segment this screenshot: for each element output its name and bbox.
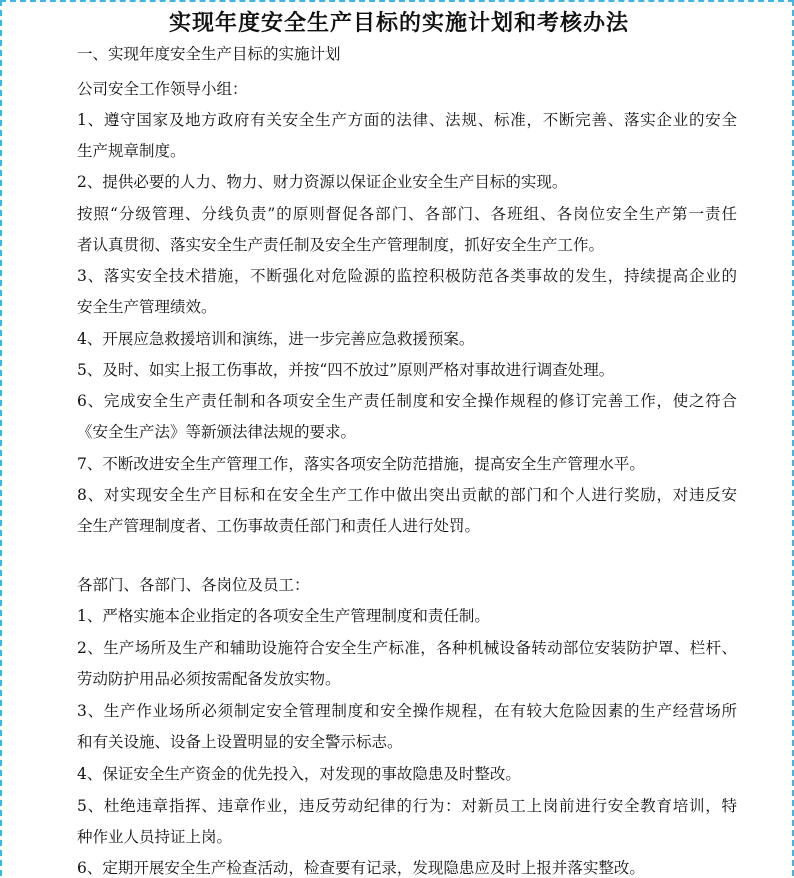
paragraph-line: 安全生产管理绩效。 [77,298,217,316]
paragraph-line: 5、及时、如实上报工伤事故，并按“四不放过”原则严格对事故进行调查处理。 [77,361,615,379]
paragraph-line: 生产规章制度。 [77,142,186,160]
paragraph-line: 和有关设施、设备上设置明显的安全警示标志。 [77,733,403,751]
paragraph-line: 4、保证安全生产资金的优先投入，对发现的事故隐患及时整改。 [77,765,521,783]
paragraph-line: 按照“分级管理、分线负责”的原则督促各部门、各部门、各班组、各岗位安全生产第一责任 [77,205,737,223]
paragraph-line: 3、落实安全技术措施，不断强化对危险源的监控积极防范各类事故的发生，持续提高企业的 [77,267,737,285]
paragraph-line: 8、对实现安全生产目标和在安全生产工作中做出突出贡献的部门和个人进行奖励，对违反安 [77,486,737,504]
paragraph-line: 2、提供必要的人力、物力、财力资源以保证企业安全生产目标的实现。 [77,173,568,191]
paragraph-line: 5、杜绝违章指挥、违章作业，违反劳动纪律的行为：对新员工上岗前进行安全教育培训，特 [77,797,737,815]
paragraph-line: 3、生产作业场所必须制定安全管理制度和安全操作规程，在有较大危险因素的生产经营场所 [77,702,737,720]
paragraph-line: 种作业人员持证上岗。 [77,828,233,846]
group-heading: 公司安全工作领导小组： [77,80,248,98]
paragraph-line: 7、不断改进安全生产管理工作，落实各项安全防范措施，提高安全生产管理水平。 [77,455,645,473]
group-heading: 各部门、各部门、各岗位及员工： [77,576,310,594]
section-heading: 一、实现年度安全生产目标的实施计划 [77,45,341,63]
paragraph-line: 6、定期开展安全生产检查活动，检查要有记录，发现隐患应及时上报并落实整改。 [77,859,645,877]
paragraph-line: 劳动防护用品必须按需配备发放实物。 [77,670,341,688]
paragraph-line: 1、严格实施本企业指定的各项安全生产管理制度和责任制。 [77,607,490,625]
paragraph-line: 全生产管理制度者、工伤事故责任部门和责任人进行处罚。 [77,517,481,535]
paragraph-line: 1、遵守国家及地方政府有关安全生产方面的法律、法规、标准，不断完善、落实企业的安全 [77,111,737,129]
paragraph-line: 2、生产场所及生产和辅助设施符合安全生产标准，各种机械设备转动部位安装防护罩、栏杆、 [77,639,737,657]
paragraph-line: 4、开展应急救援培训和演练，进一步完善应急救援预案。 [77,330,475,348]
paragraph-line: 《安全生产法》等新颁法律法规的要求。 [77,423,357,441]
paragraph-line: 者认真贯彻、落实安全生产责任制及安全生产管理制度，抓好安全生产工作。 [77,236,605,254]
document-title: 实现年度安全生产目标的实施计划和考核办法 [168,10,629,36]
paragraph-line: 6、完成安全生产责任制和各项安全生产责任制度和安全操作规程的修订完善工作，使之符合 [77,392,737,410]
